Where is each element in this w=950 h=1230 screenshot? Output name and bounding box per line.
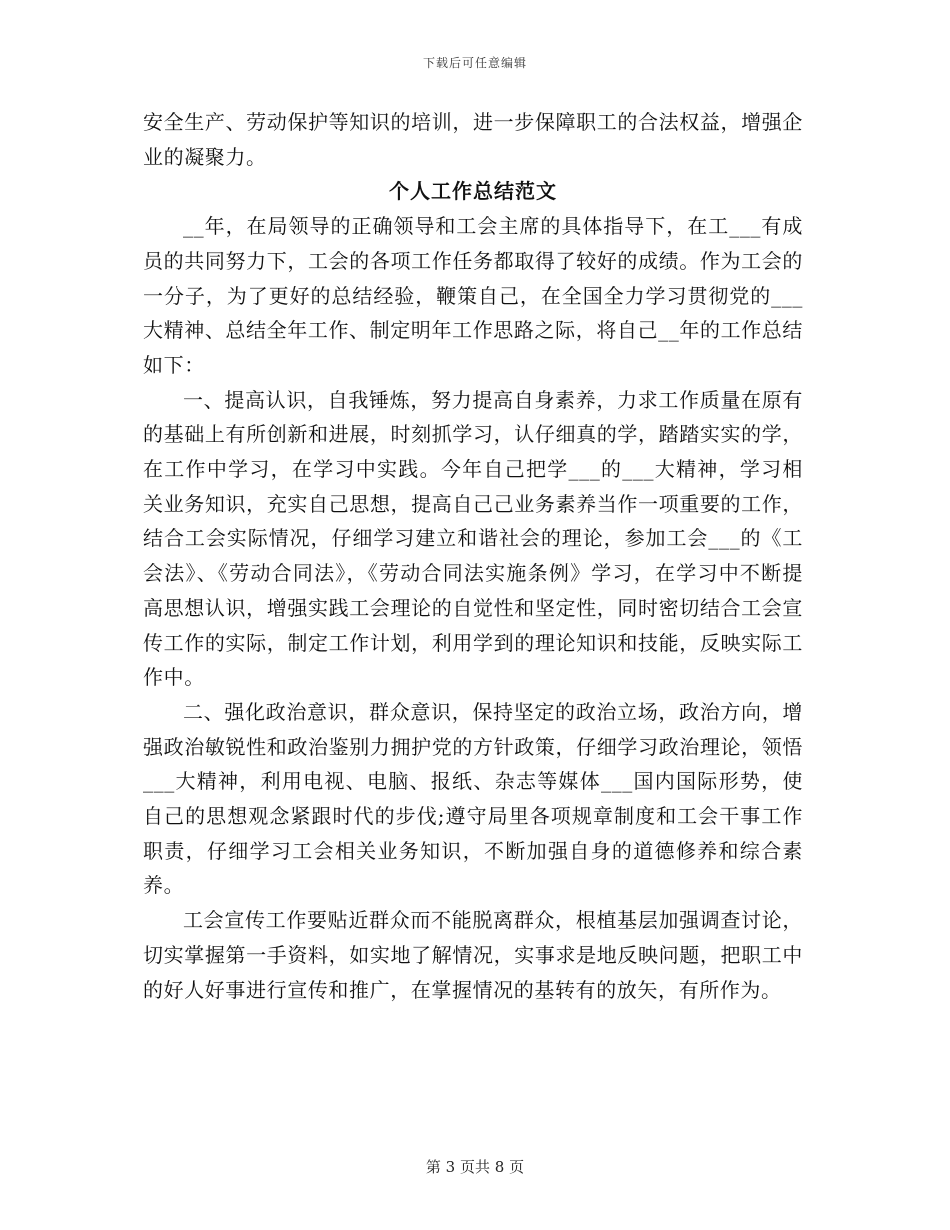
page-header: 下载后可任意编辑 [422, 56, 527, 70]
page-number-footer: 第 3 页共 8 页 [425, 1158, 525, 1176]
paragraph-point-one: 一、提高认识，自我锤炼，努力提高自身素养，力求工作质量在原有的基础上有所创新和进展，时刻抓学习，认仔细真的学，踏踏实实的学，在工作中学习，在学习中实践。今年自己把学___的___大精神，学习相关业务知识，充实自己思想，提高自己己业务素养当作一项重要的工作，结合工会实际情况，仔细学习建立和谐社会的理论，参加工会___的《工会法》、《劳动合同法》，《劳动合同法实施条例》学习，在学习中不断提高思想认识，增强实践工会理论的自觉性和坚定性，同时密切结合工会宣传工作的实际，制定工作计划，利用学到的理论知识和技能，反映实际工作中。 [143, 387, 803, 690]
document-body [143, 105, 803, 1007]
paragraph-intro: __年，在局领导的正确领导和工会主席的具体指导下，在工___有成员的共同努力下，工会的各项工作任务都取得了较好的成绩。作为工会的一分子，为了更好的总结经验，鞭策自己，在全国全力学习贯彻党的___大精神、总结全年工作、制定明年工作思路之际，将自己__年的工作总结如下： [143, 214, 803, 377]
paragraph-publicity: 工会宣传工作要贴近群众而不能脱离群众，根植基层加强调查讨论，切实掌握第一手资料，如实地了解情况，实事求是地反映问题，把职工中的好人好事进行宣传和推广，在掌握情况的基转有的放矢，有所作为。 [143, 908, 803, 1002]
section-title: 个人工作总结范文 [389, 179, 557, 204]
paragraph-point-two: 二、强化政治意识，群众意识，保持坚定的政治立场，政治方向，增强政治敏锐性和政治鉴别力拥护党的方针政策，仔细学习政治理论，领悟___大精神，利用电视、电脑、报纸、杂志等媒体___国内国际形势，使自己的思想观念紧跟时代的步伐;遵守局里各项规章制度和工会干事工作职责，仔细学习工会相关业务知识，不断加强自身的道德修养和综合素养。 [143, 699, 803, 898]
continuation-paragraph: 安全生产、劳动保护等知识的培训，进一步保障职工的合法权益，增强企业的凝聚力。 [143, 110, 803, 169]
